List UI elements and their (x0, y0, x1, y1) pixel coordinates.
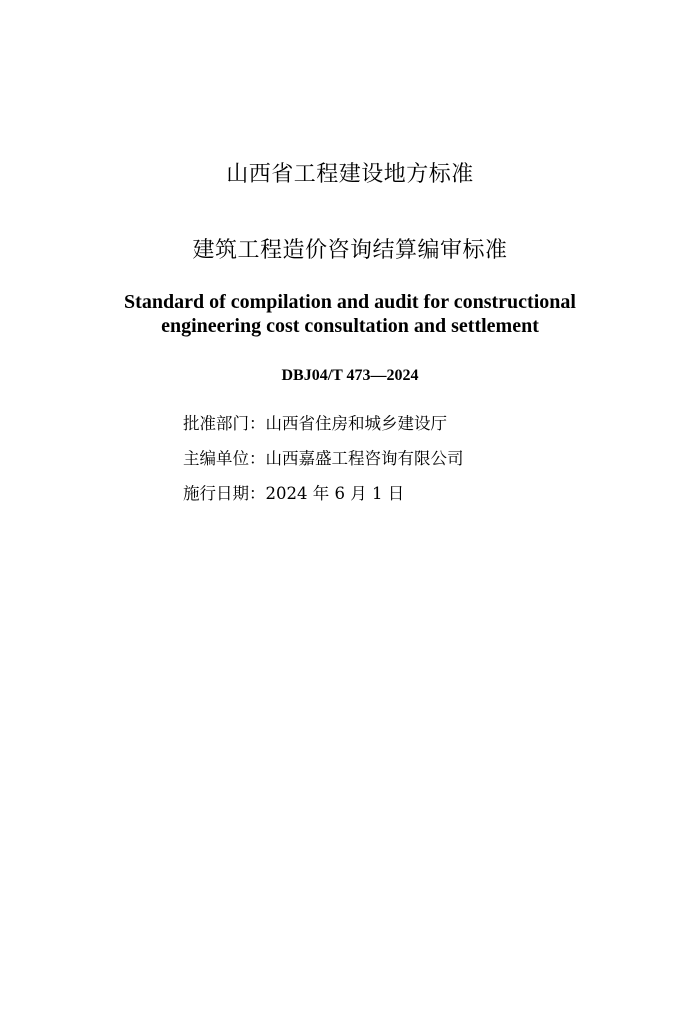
effective-date-value: 2024 年 6 月 1 日 (265, 484, 405, 503)
main-title: 建筑工程造价咨询结算编审标准 (192, 238, 508, 263)
effective-date-label: 施行日期： (183, 484, 266, 503)
approval-department-row (183, 412, 447, 436)
chief-editor-label: 主编单位： (183, 449, 266, 468)
approval-department-label: 批准部门： (183, 414, 266, 433)
approval-department-value: 山西省住房和城乡建设厅 (265, 414, 447, 433)
effective-date-row (183, 482, 404, 506)
chief-editor-row (183, 447, 464, 471)
standard-code: DBJ04/T 473—2024 (281, 367, 419, 384)
english-title-line-2: engineering cost consultation and settlement (161, 315, 539, 337)
english-title (0, 290, 700, 338)
chief-editor-value: 山西嘉盛工程咨询有限公司 (265, 449, 464, 468)
english-title-line-1: Standard of compilation and audit for constructional (124, 291, 576, 313)
series-title: 山西省工程建设地方标准 (226, 162, 474, 187)
